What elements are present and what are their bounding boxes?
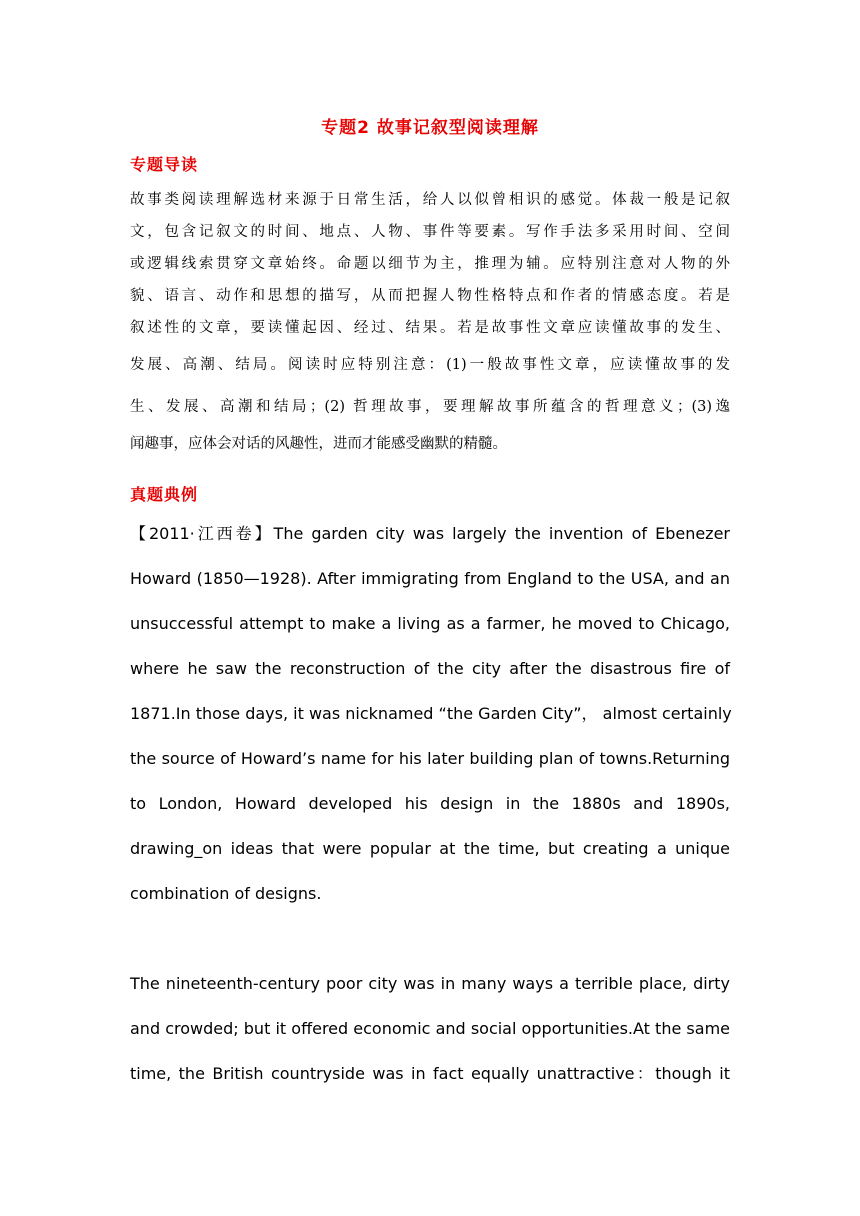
passage-line: where he saw the reconstruction of the city after the disastrous fire of xyxy=(130,659,730,678)
passage-line: combination of designs. xyxy=(130,884,322,903)
passage-line: time, the British countryside was in fact equally unattractive：though it xyxy=(130,1064,730,1083)
passage-line: unsuccessful attempt to make a living as a farmer, he moved to Chicago, xyxy=(130,614,730,633)
passage-line: to London, Howard developed his design in the 1880s and 1890s, xyxy=(130,794,730,813)
passage-line: the source of Howard’s name for his later building plan of towns.Returning xyxy=(130,749,730,768)
intro-line: 闻趣事，应体会对话的风趣性，进而才能感受幽默的精髓。 xyxy=(130,436,507,452)
passage-line: 【2011·江西卷】The garden city was largely the invention of Ebenezer xyxy=(130,524,730,543)
passage-line: and crowded; but it offered economic and social opportunities.At the same xyxy=(130,1019,730,1038)
passage-line: The nineteenth-century poor city was in many ways a terrible place, dirty xyxy=(130,974,730,993)
passage-paragraph-2 xyxy=(130,961,730,1096)
intro-line: 貌、语言、动作和思想的描写，从而把握人物性格特点和作者的情感态度。若是 xyxy=(130,288,730,304)
intro-line: 或逻辑线索贯穿文章始终。命题以细节为主，推理为辅。应特别注意对人物的外 xyxy=(130,256,730,272)
intro-line: 发展、高潮、结局。阅读时应特别注意：(1)一般故事性文章，应读懂故事的发 xyxy=(130,357,730,373)
intro-line: 文，包含记叙文的时间、地点、人物、事件等要素。写作手法多采用时间、空间 xyxy=(130,224,730,240)
example-heading: 真题典例 xyxy=(130,485,199,504)
passage-paragraph-1 xyxy=(130,511,730,916)
document-title: 专题2 故事记叙型阅读理解 xyxy=(321,118,539,138)
intro-heading: 专题导读 xyxy=(130,155,199,174)
passage-line: drawing_on ideas that were popular at the time, but creating a unique xyxy=(130,839,730,858)
intro-line: 故事类阅读理解选材来源于日常生活，给人以似曾相识的感觉。体裁一般是记叙 xyxy=(130,192,730,208)
passage-line: 1871.In those days, it was nicknamed “the Garden City”， almost certainly xyxy=(130,704,732,723)
intro-line: 叙述性的文章，要读懂起因、经过、结果。若是故事性文章应读懂故事的发生、 xyxy=(130,320,730,336)
passage-line: Howard (1850—1928). After immigrating from England to the USA, and an xyxy=(130,569,730,588)
intro-line: 生、发展、高潮和结局；(2) 哲理故事，要理解故事所蕴含的哲理意义；(3)逸 xyxy=(130,399,730,415)
intro-paragraph xyxy=(130,184,730,460)
